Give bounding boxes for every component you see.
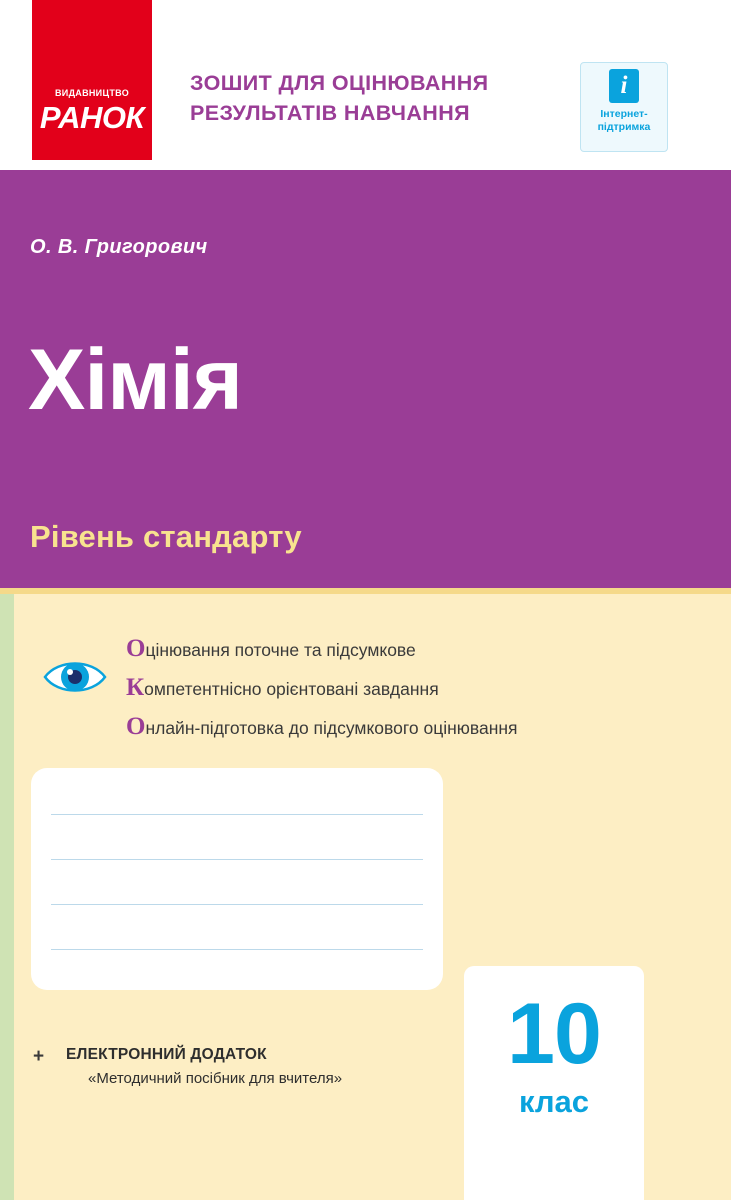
- feature-capital: О: [126, 713, 146, 740]
- level-subtitle: Рівень стандарту: [30, 519, 302, 554]
- internet-support-label: [581, 108, 667, 134]
- publisher-label: ВИДАВНИЦТВО: [55, 88, 129, 98]
- writing-rule: [51, 949, 423, 950]
- series-title-line2: РЕЗУЛЬТАТІВ НАВЧАННЯ: [190, 101, 470, 125]
- supplement-subtitle: «Методичний посібник для вчителя»: [88, 1070, 343, 1087]
- feature-item: [126, 708, 686, 747]
- publisher-logo: [32, 0, 152, 160]
- feature-text: омпетентнісно орієнтовані завдання: [144, 679, 439, 699]
- feature-capital: О: [126, 635, 146, 662]
- info-icon: i: [609, 69, 639, 103]
- feature-text: цінювання поточне та підсумкове: [145, 640, 416, 660]
- internet-support-badge: [580, 62, 668, 152]
- header-band: [0, 0, 731, 170]
- panel-left-band: [0, 594, 14, 1200]
- plus-icon: +: [33, 1046, 45, 1067]
- feature-text: нлайн-підготовка до підсумкового оцінювання: [145, 718, 518, 738]
- internet-support-line1: Інтернет-: [600, 108, 648, 120]
- writing-rule: [51, 904, 423, 905]
- publisher-name: РАНОК: [39, 100, 145, 135]
- grade-label: клас: [518, 1084, 590, 1119]
- internet-support-line2: підтримка: [597, 121, 651, 133]
- writing-rule: [51, 859, 423, 860]
- name-writing-card[interactable]: [31, 768, 443, 990]
- feature-item: [126, 630, 686, 669]
- features-list: [126, 630, 686, 747]
- feature-capital: К: [126, 674, 145, 701]
- writing-rule: [51, 814, 423, 815]
- grade-badge: [464, 966, 644, 1200]
- series-title-line1: ЗОШИТ ДЛЯ ОЦІНЮВАННЯ: [190, 71, 489, 95]
- author-name: О. В. Григорович: [30, 236, 208, 258]
- subject-title: Хімія: [28, 332, 242, 428]
- panel-top-stripe: [0, 588, 731, 594]
- grade-number: 10: [507, 986, 601, 1082]
- series-title: [190, 68, 570, 128]
- eye-icon: [42, 655, 108, 699]
- supplement-title: ЕЛЕКТРОННИЙ ДОДАТОК: [66, 1046, 267, 1063]
- feature-item: [126, 669, 686, 708]
